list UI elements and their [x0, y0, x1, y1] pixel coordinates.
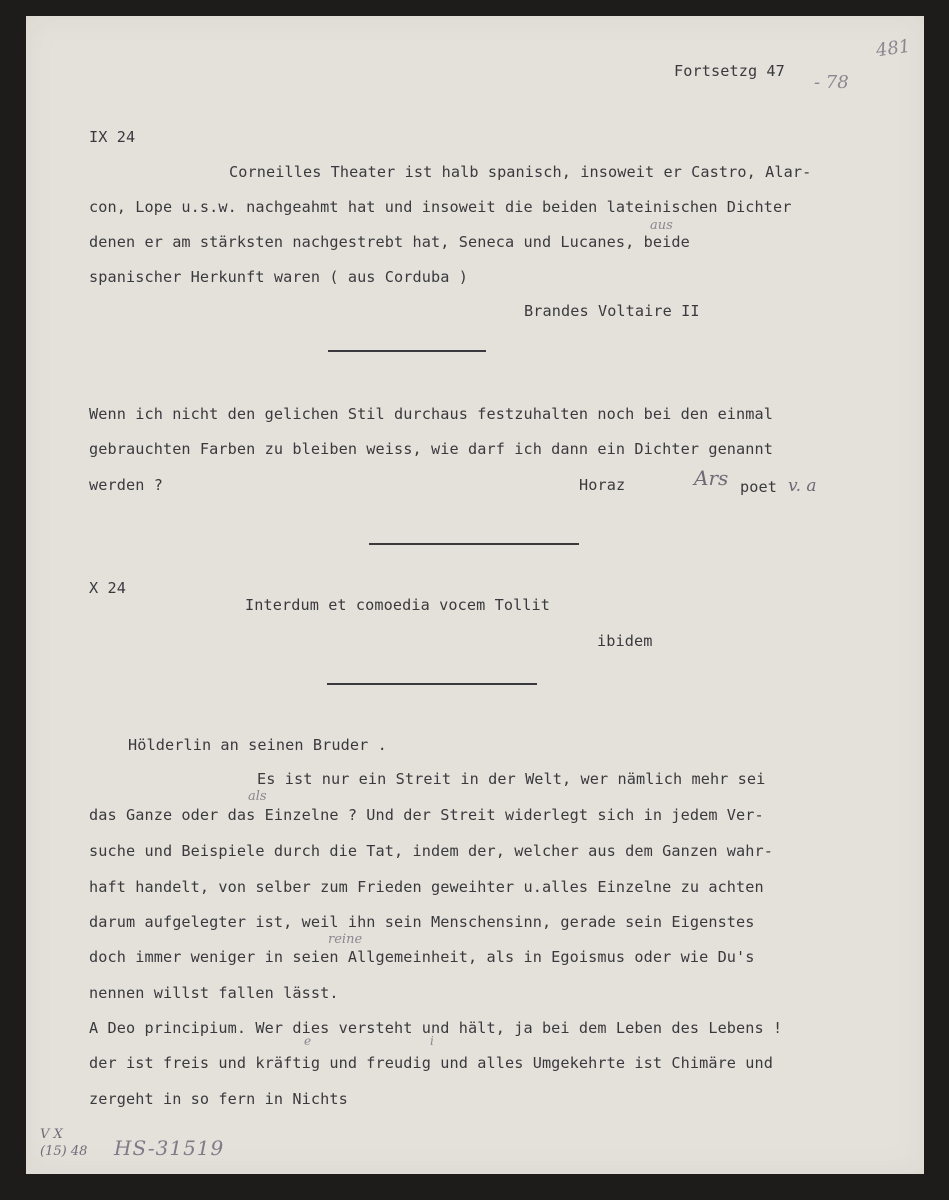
entry4-line-2: das Ganze oder das Einzelne ? Und der Streit widerlegt sich in jedem Ver- — [89, 806, 764, 824]
entry2-line-3: werden ? — [89, 476, 163, 494]
pencil-insert-reine: reine — [328, 932, 363, 947]
entry4-line-4: haft handelt, von selber zum Frieden geweihter u.alles Einzelne zu achten — [89, 878, 764, 896]
pencil-ars: Ars — [694, 466, 729, 490]
separator-rule-2 — [369, 543, 579, 545]
entry4-line-7: nennen willst fallen lässt. — [89, 984, 339, 1002]
entry1-date: IX 24 — [89, 128, 136, 146]
pencil-va: v. a — [788, 476, 817, 496]
separator-rule-3 — [327, 683, 537, 685]
document-page — [26, 16, 924, 1174]
entry4-line-3: suche und Beispiele durch die Tat, indem der, welcher aus dem Ganzen wahr- — [89, 842, 774, 860]
entry3-quote: Interdum et comoedia vocem Tollit — [245, 596, 551, 614]
entry1-source: Brandes Voltaire II — [524, 302, 700, 320]
entry4-line-6: doch immer weniger in seien Allgemeinheit, als in Egoismus oder wie Du's — [89, 948, 755, 966]
entry4-line-10: zergeht in so fern in Nichts — [89, 1090, 348, 1108]
entry3-date: X 24 — [89, 579, 126, 597]
corner-mark-a: V X — [40, 1127, 63, 1142]
archive-signature: HS-31519 — [114, 1136, 225, 1160]
entry1-line-3: denen er am stärksten nachgestrebt hat, Seneca und Lucanes, beide — [89, 233, 690, 251]
entry1-line-2: con, Lope u.s.w. nachgeahmt hat und insoweit die beiden lateinischen Dichter — [89, 198, 792, 216]
entry2-author: Horaz — [579, 476, 626, 494]
pencil-insert-i: i — [430, 1034, 434, 1048]
pencil-insert-als: als — [248, 789, 267, 804]
pencil-insert-e: e — [304, 1034, 312, 1048]
entry1-line-4: spanischer Herkunft waren ( aus Corduba ) — [89, 268, 468, 286]
entry4-line-1: Es ist nur ein Streit in der Welt, wer nämlich mehr sei — [257, 770, 766, 788]
continuation-header: Fortsetzg 47 — [674, 62, 785, 80]
entry1-line-1: Corneilles Theater ist halb spanisch, insoweit er Castro, Alar- — [229, 163, 812, 181]
entry4-heading: Hölderlin an seinen Bruder . — [128, 736, 387, 754]
entry3-source: ibidem — [597, 632, 653, 650]
entry2-work: poet — [740, 478, 777, 496]
page-mark: - 78 — [814, 72, 849, 93]
entry2-line-1: Wenn ich nicht den gelichen Stil durchaus festzuhalten noch bei den einmal — [89, 405, 774, 423]
entry4-line-5: darum aufgelegter ist, weil ihn sein Menschensinn, gerade sein Eigenstes — [89, 913, 755, 931]
folio-number: 481 — [874, 35, 912, 62]
separator-rule-1 — [328, 350, 486, 352]
entry2-line-2: gebrauchten Farben zu bleiben weiss, wie darf ich dann ein Dichter genannt — [89, 440, 774, 458]
corner-mark-b: (15) 48 — [40, 1144, 88, 1159]
pencil-insert-aus: aus — [650, 218, 673, 233]
entry4-line-8: A Deo principium. Wer dies versteht und hält, ja bei dem Leben des Lebens ! — [89, 1019, 783, 1037]
entry4-line-9: der ist freis und kräftig und freudig und alles Umgekehrte ist Chimäre und — [89, 1054, 774, 1072]
